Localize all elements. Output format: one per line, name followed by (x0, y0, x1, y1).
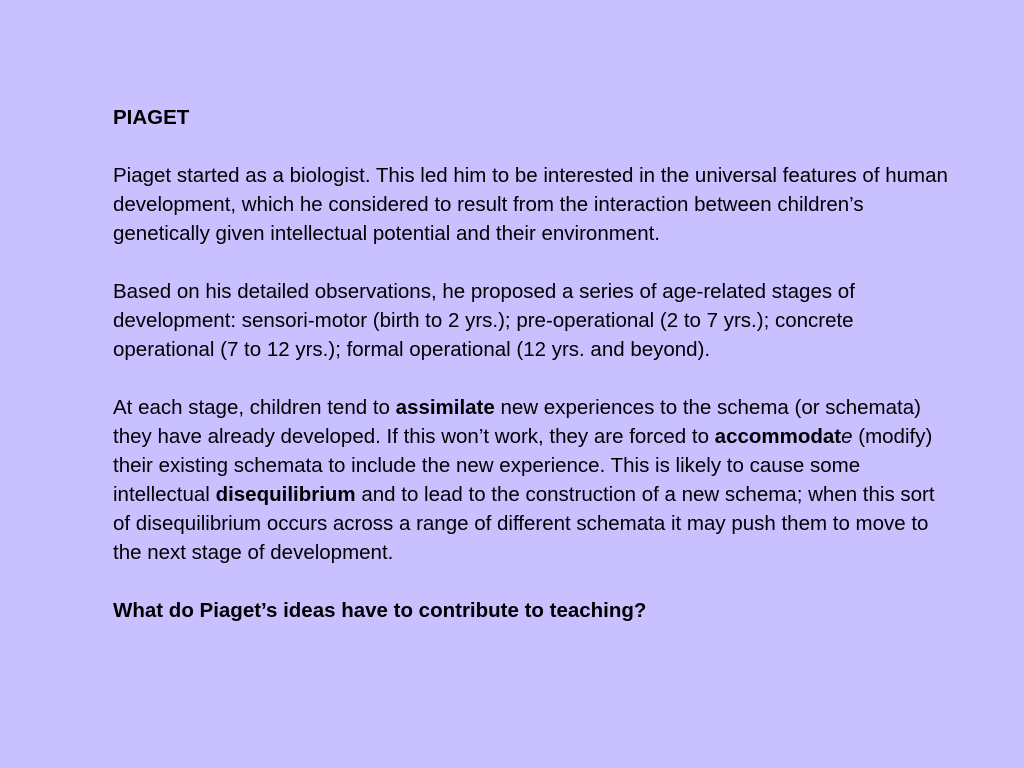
paragraph-stages: Based on his detailed observations, he proposed a series of age-related stages of development: sensori-motor (birth to 2 yrs.); pre-operational (2 to 7 yrs.); concrete operational (7 to 12 yrs.); formal operational (12 yrs. and beyond). (113, 280, 855, 361)
term-accommodate-suffix: e (841, 425, 853, 448)
paragraph-text-4: and to lead to the construction of a new schema; when this sort of disequilibrium occurs across a range of different schemata it may push them to move to the next stage of development. (113, 483, 935, 564)
paragraph-assimilation (113, 393, 953, 567)
closing-question: What do Piaget’s ideas have to contribute to teaching? (113, 599, 647, 622)
paragraph-intro: Piaget started as a biologist. This led him to be interested in the universal features of human development, which he considered to result from the interaction between children’s genetically given intellectual potential and their environment. (113, 164, 948, 245)
slide-title: PIAGET (113, 106, 190, 129)
paragraph-text-3: (modify) their existing schemata to include the new experience. This is likely to cause some intellectual (113, 425, 933, 506)
paragraph-text-2: new experiences to the schema (or schemata) they have already developed. If this won’t work, they are forced to (113, 396, 921, 448)
paragraph-text-1: At each stage, children tend to (113, 396, 396, 419)
term-assimilate: assimilate (395, 396, 495, 419)
term-accommodate: accommodat (714, 425, 842, 448)
term-disequilibrium: disequilibrium (215, 483, 356, 506)
slide-content (113, 103, 953, 625)
